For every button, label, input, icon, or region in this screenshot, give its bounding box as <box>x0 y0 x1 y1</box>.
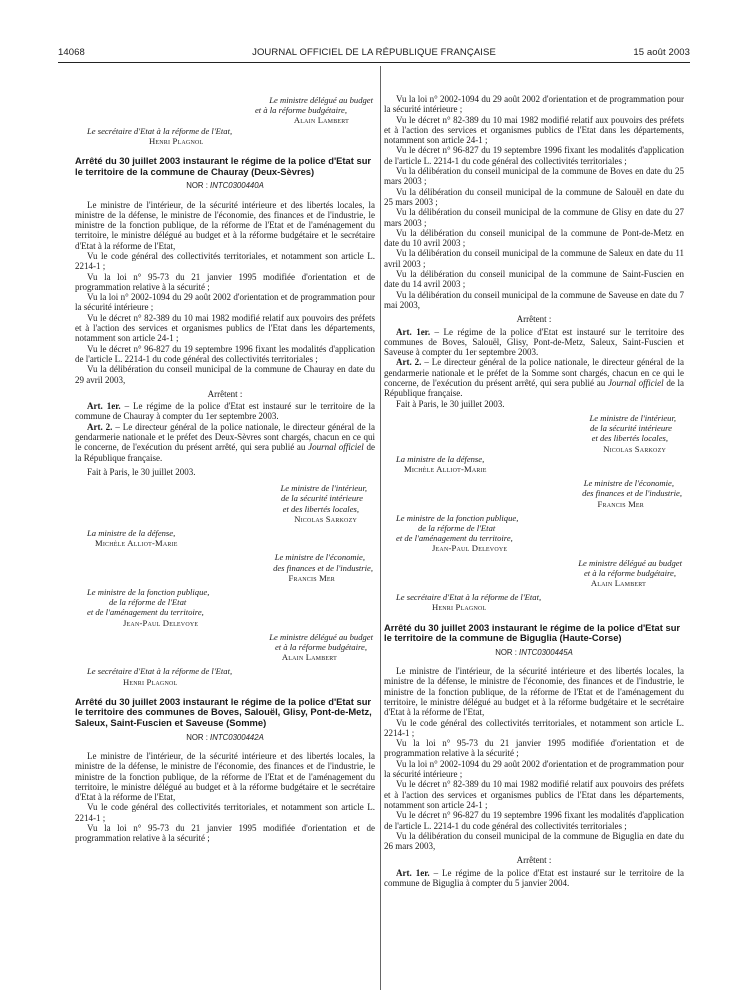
visa-paragraph: Vu le décret n° 96-827 du 19 septembre 1996 fixant les modalités d'application de l'article L. 2214-1 du code général des collectivités territoriales ; <box>75 343 375 364</box>
signing-place-date: Fait à Paris, le 30 juillet 2003. <box>396 398 505 409</box>
nor-code: INTC0300442A <box>210 732 264 742</box>
header-rule <box>58 62 690 63</box>
visa-paragraph: Vu la loi n° 95-73 du 21 janvier 1995 modifiée d'orientation et de programmation relative à la sécurité ; <box>75 823 375 844</box>
signatory-name: Francis Mer <box>288 572 335 583</box>
preamble: Le ministre de l'intérieur, de la sécurité intérieure et des libertés locales, la ministre de la défense, le ministre de l'économie, des finances et de l'industrie, le ministre de la fonction publique, de la réforme de l'Etat et de l'aménagement du territoire, le ministre délégué au budget et à la réforme budgétaire et le secrétaire d'Etat à la réforme de l'Etat, <box>384 666 684 718</box>
signatory-name: Alain Lambert <box>293 115 349 126</box>
visa-paragraph: Vu la loi n° 95-73 du 21 janvier 1995 modifiée d'orientation et de programmation relative à la sécurité ; <box>75 271 375 292</box>
nor-reference: NOR : INTC0300440A <box>186 181 264 191</box>
signatory-name: Francis Mer <box>597 498 644 509</box>
signatory-name: Jean-Paul Delevoye <box>123 617 199 628</box>
signatory-name: Jean-Paul Delevoye <box>432 543 508 554</box>
visa-paragraph: Vu la délibération du conseil municipal de la commune de Salouël en date du 25 mars 2003 ; <box>384 186 684 207</box>
signatory-role: de la sécurité intérieure <box>589 423 672 434</box>
visa-paragraph: Vu le code général des collectivités territoriales, et notamment son article L. 2214-1 ; <box>384 717 684 738</box>
visa-paragraph: Vu la délibération du conseil municipal de la commune de Biguglia en date du 26 mars 2003, <box>384 830 684 852</box>
signatory-role: Le ministre délégué au budget <box>269 631 373 642</box>
signatory-role: Le secrétaire d'Etat à la réforme de l'Etat, <box>87 666 233 677</box>
signatory-name: Henri Plagnol <box>149 135 204 146</box>
article-2: Art. 2. – Le directeur général de la police nationale, le directeur général de la gendarmerie nationale et le préfet des Deux-Sèvres sont chargés, chacun en ce qui le concerne, de l'exécution du présent arrêté, qui sera publié au Journal officiel de la République française. <box>75 421 375 463</box>
article-1: Art. 1er. – Le régime de la police d'Etat est instauré sur le territoire des communes de Boves, Salouël, Glisy, Pont-de-Metz, Saleux, Saint-Fuscien et Saveuse à compter du 1er septembre 2003. <box>384 326 684 358</box>
signatory-role: Le ministre de l'économie, <box>583 478 674 489</box>
visa-paragraph: Vu la délibération du conseil municipal de la commune de Chauray en date du 29 avril 2003, <box>75 364 375 385</box>
article-2: Art. 2. – Le directeur général de la police nationale, le directeur général de la gendarmerie nationale et le préfet de la Somme sont chargés, chacun en ce qui le concerne, de l'exécution du présent arrêté, qui sera publié au Journal officiel de la République française. <box>384 357 684 399</box>
signatory-role: Le secrétaire d'Etat à la réforme de l'Etat, <box>87 125 233 136</box>
signatory-role: Le ministre de l'économie, <box>274 552 365 563</box>
right-column <box>384 94 684 888</box>
signatory-role: des finances et de l'industrie, <box>582 488 682 499</box>
article-1: Art. 1er. – Le régime de la police d'Etat est instauré sur le territoire de la commune de Biguglia à compter du 5 janvier 2004. <box>384 867 684 888</box>
nor-code: INTC0300445A <box>519 647 573 657</box>
signatory-role: Le ministre de la fonction publique, <box>396 512 519 523</box>
article-1: Art. 1er. – Le régime de la police d'Etat est instauré sur le territoire de la commune de Chauray à compter du 1er septembre 2003. <box>75 401 375 422</box>
signatory-role: et à la réforme budgétaire, <box>254 105 347 116</box>
visa-paragraph: Vu la loi n° 2002-1094 du 29 août 2002 d'orientation et de programmation pour la sécurité intérieure ; <box>75 292 375 313</box>
visa-paragraph: Vu le décret n° 82-389 du 10 mai 1982 modifié relatif aux pouvoirs des préfets et à l'action des services et organismes publics de l'Etat dans les départements, notamment son article 24-1 ; <box>75 312 375 344</box>
signatory-role: de la réforme de l'Etat <box>109 597 187 608</box>
decree-title: Arrêté du 30 juillet 2003 instaurant le régime de la police d'Etat sur le territoire de la commune de Chauray (Deux-Sèvres) <box>75 155 372 177</box>
signatory-role: et de l'aménagement du territoire, <box>87 607 204 618</box>
visa-paragraph: Vu la délibération du conseil municipal de la commune de Saleux en date du 11 avril 2003 ; <box>384 248 684 269</box>
visa-paragraph: Vu le décret n° 82-389 du 10 mai 1982 modifié relatif aux pouvoirs des préfets et à l'action des services et organismes publics de l'Etat dans les départements, notamment son article 24-1 ; <box>384 114 684 146</box>
column-divider <box>380 66 381 990</box>
signatory-role: Le ministre de la fonction publique, <box>87 587 210 598</box>
signatory-name: Michèle Alliot-Marie <box>95 538 178 549</box>
signing-place-date: Fait à Paris, le 30 juillet 2003. <box>87 466 196 477</box>
preamble: Le ministre de l'intérieur, de la sécurité intérieure et des libertés locales, la ministre de la défense, le ministre de l'économie, des finances et de l'industrie, le ministre de la fonction publique, de la réforme de l'Etat et de l'aménagement du territoire, le ministre délégué au budget et à la réforme budgétaire et le secrétaire d'Etat à la réforme de l'Etat, <box>75 750 375 803</box>
signatory-role: et des libertés locales, <box>282 503 359 514</box>
arretent-heading: Arrêtent : <box>516 855 552 866</box>
visa-paragraph: Vu la loi n° 2002-1094 du 29 août 2002 d'orientation et de programmation pour la sécurité intérieure ; <box>384 94 684 115</box>
visa-paragraph: Vu le code général des collectivités territoriales, et notamment son article L. 2214-1 ; <box>75 802 375 823</box>
signatory-name: Nicolas Sarkozy <box>603 443 666 454</box>
visa-paragraph: Vu la loi n° 95-73 du 21 janvier 1995 modifiée d'orientation et de programmation relative à la sécurité ; <box>384 738 684 759</box>
signatory-role: et de l'aménagement du territoire, <box>396 533 513 544</box>
signatory-role: et à la réforme budgétaire, <box>274 642 367 653</box>
signatory-role: La ministre de la défense, <box>87 528 176 539</box>
signatory-role: de la sécurité intérieure <box>280 493 363 504</box>
issue-date: 15 août 2003 <box>633 47 690 58</box>
signatory-role: et des libertés locales, <box>591 433 668 444</box>
signatory-role: des finances et de l'industrie, <box>273 562 373 573</box>
arretent-heading: Arrêtent : <box>207 388 243 399</box>
signatory-role: Le ministre de l'intérieur, <box>280 483 367 494</box>
left-column <box>75 95 375 844</box>
preamble: Le ministre de l'intérieur, de la sécurité intérieure et des libertés locales, la ministre de la défense, le ministre de l'économie, des finances et de l'industrie, le ministre de la fonction publique, de la réforme de l'Etat et de l'aménagement du territoire, le ministre délégué au budget et à la réforme budgétaire et le secrétaire d'Etat à la réforme de l'Etat, <box>75 199 375 251</box>
visa-paragraph: Vu la délibération du conseil municipal de la commune de Glisy en date du 27 mars 2003 ; <box>384 207 684 228</box>
nor-reference: NOR : INTC0300442A <box>186 732 264 742</box>
visa-paragraph: Vu la délibération du conseil municipal de la commune de Pont-de-Metz en date du 10 avril 2003 ; <box>384 227 684 249</box>
arretent-heading: Arrêtent : <box>516 314 552 325</box>
signatory-role: et à la réforme budgétaire, <box>583 567 676 578</box>
visa-paragraph: Vu la délibération du conseil municipal de la commune de Saint-Fuscien en date du 14 avril 2003 ; <box>384 269 684 290</box>
visa-paragraph: Vu la délibération du conseil municipal de la commune de Saveuse en date du 7 mai 2003, <box>384 289 684 310</box>
visa-paragraph: Vu le décret n° 82-389 du 10 mai 1982 modifié relatif aux pouvoirs des préfets et à l'action des services et organismes publics de l'Etat dans les départements, notamment son article 24-1 ; <box>384 779 684 810</box>
page-header <box>58 47 690 61</box>
decree-title: Arrêté du 30 juillet 2003 instaurant le régime de la police d'Etat sur le territoire des communes de Boves, Salouël, Glisy, Pont-de-Metz, Saleux, Saint-Fuscien et Saveuse (Somme) <box>75 695 372 729</box>
signatory-name: Alain Lambert <box>590 577 646 588</box>
signatory-role: de la réforme de l'Etat <box>418 522 496 533</box>
signatory-name: Alain Lambert <box>281 652 337 663</box>
signature-block-continued <box>75 95 375 146</box>
signatory-name: Henri Plagnol <box>432 602 487 613</box>
signatory-name: Henri Plagnol <box>123 676 178 687</box>
nor-reference: NOR : INTC0300445A <box>495 647 573 657</box>
signatory-name: Michèle Alliot-Marie <box>404 463 487 474</box>
signatory-role: Le ministre délégué au budget <box>269 95 373 105</box>
visa-paragraph: Vu la délibération du conseil municipal de la commune de Boves en date du 25 mars 2003 ; <box>384 166 684 187</box>
page-number: 14068 <box>58 47 85 58</box>
nor-code: INTC0300440A <box>210 181 264 191</box>
visa-paragraph: Vu le décret n° 96-827 du 19 septembre 1996 fixant les modalités d'application de l'article L. 2214-1 du code général des collectivités territoriales ; <box>384 145 684 166</box>
visa-paragraph: Vu la loi n° 2002-1094 du 29 août 2002 d'orientation et de programmation pour la sécurité intérieure ; <box>384 758 684 780</box>
signatory-role: Le secrétaire d'Etat à la réforme de l'Etat, <box>396 592 542 603</box>
visa-paragraph: Vu le code général des collectivités territoriales, et notamment son article L. 2214-1 ; <box>75 250 375 272</box>
signatory-role: Le ministre de l'intérieur, <box>589 412 676 423</box>
signatory-role: La ministre de la défense, <box>396 453 485 464</box>
journal-title: JOURNAL OFFICIEL DE LA RÉPUBLIQUE FRANÇAISE <box>252 47 496 58</box>
signatory-role: Le ministre délégué au budget <box>578 557 682 568</box>
signatory-name: Nicolas Sarkozy <box>294 513 357 524</box>
visa-paragraph: Vu le décret n° 96-827 du 19 septembre 1996 fixant les modalités d'application de l'article L. 2214-1 du code général des collectivités territoriales ; <box>384 810 684 831</box>
decree-title: Arrêté du 30 juillet 2003 instaurant le régime de la police d'Etat sur le territoire de la commune de Biguglia (Haute-Corse) <box>384 621 681 644</box>
